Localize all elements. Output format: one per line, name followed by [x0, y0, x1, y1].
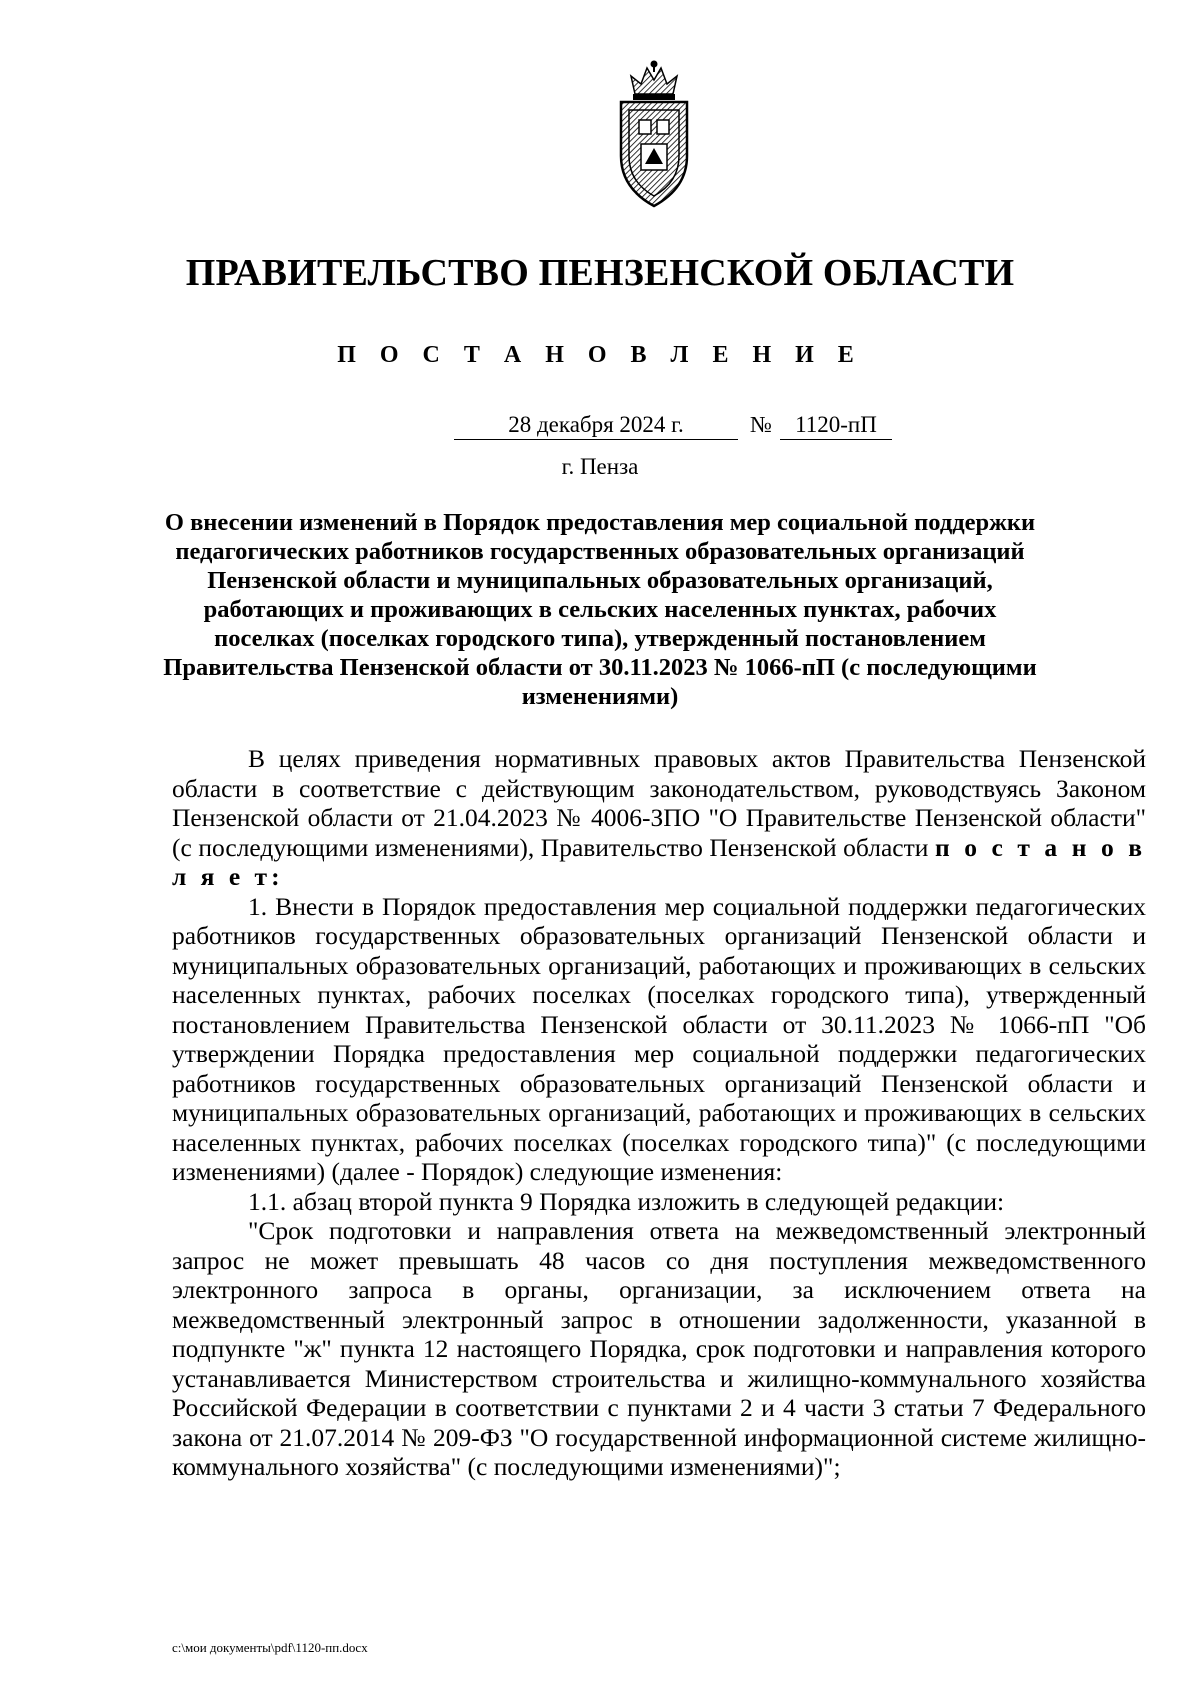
document-number: 1120-пП [780, 411, 892, 440]
document-body [172, 744, 1146, 1482]
preamble-paragraph [172, 744, 1146, 892]
coat-of-arms-emblem [609, 60, 699, 210]
document-title: О внесении изменений в Порядок предоставления мер социальной поддержки педагогических работников государственных образовательных организаций Пензенской области и муниципальных образовательных организаций, работающих и проживающих в сельских населенных пунктах, рабочих поселках (поселках городского типа), утвержденный постановлением Правительства Пензенской области от 30.11.2023 № 1066-пП (с последующими изменениями) [163, 509, 1037, 710]
quoted-amendment-paragraph: "Срок подготовки и направления ответа на межведомственный электронный запрос не может превышать 48 часов со дня поступления межведомственного электронного запроса в органы, организации, за исключением ответа на межведомственный электронный запрос в отношении задолженности, указанной в подпункте "ж" пункта 12 настоящего Порядка, срок подготовки и направления которого устанавливается Министерством строительства и жилищно-коммунального хозяйства Российской Федерации в соответствии с пунктами 2 и 4 части 3 статьи 7 Федерального закона от 21.07.2014 № 209-ФЗ "О государственной информационной системе жилищно-коммунального хозяйства" (с последующими изменениями)"; [172, 1216, 1146, 1481]
preamble-text: В целях приведения нормативных правовых актов Правительства Пензенской области в соответствие с действующим законодательством, руководствуясь Законом Пензенской области от 21.04.2023 № 4006-ЗПО "О Правительстве Пензенской области" (с последующими изменениями), Правительство Пензенской области [172, 744, 1146, 862]
number-sign: № [750, 412, 772, 437]
city-name: г. Пенза [561, 454, 639, 479]
item-1-paragraph: 1. Внести в Порядок предоставления мер социальной поддержки педагогических работников государственных образовательных организаций Пензенской области и муниципальных образовательных организаций, работающих и проживающих в сельских населенных пунктах, рабочих поселках (поселках городского типа), утвержденный постановлением Правительства Пензенской области от 30.11.2023 № 1066-пП "Об утверждении Порядка предоставления мер социальной поддержки педагогических работников государственных образовательных организаций Пензенской области и муниципальных образовательных организаций, работающих и проживающих в сельских населенных пунктах, рабочих поселках (поселках городского типа)" (с последующими изменениями) (далее - Порядок) следующие изменения: [172, 891, 1146, 1186]
decree-word: п о с т а н о в л я е т: [172, 832, 1147, 891]
organization-title: ПРАВИТЕЛЬСТВО ПЕНЗЕНСКОЙ ОБЛАСТИ [185, 252, 1015, 294]
item-1-1-paragraph: 1.1. абзац второй пункта 9 Порядка изложить в следующей редакции: [248, 1186, 1005, 1216]
document-date: 28 декабря 2024 г. [454, 411, 738, 440]
file-path-footer: c:\мои документы\pdf\1120-пп.docx [172, 1640, 368, 1655]
document-type-heading: П О С Т А Н О В Л Е Н И Е [337, 342, 863, 368]
